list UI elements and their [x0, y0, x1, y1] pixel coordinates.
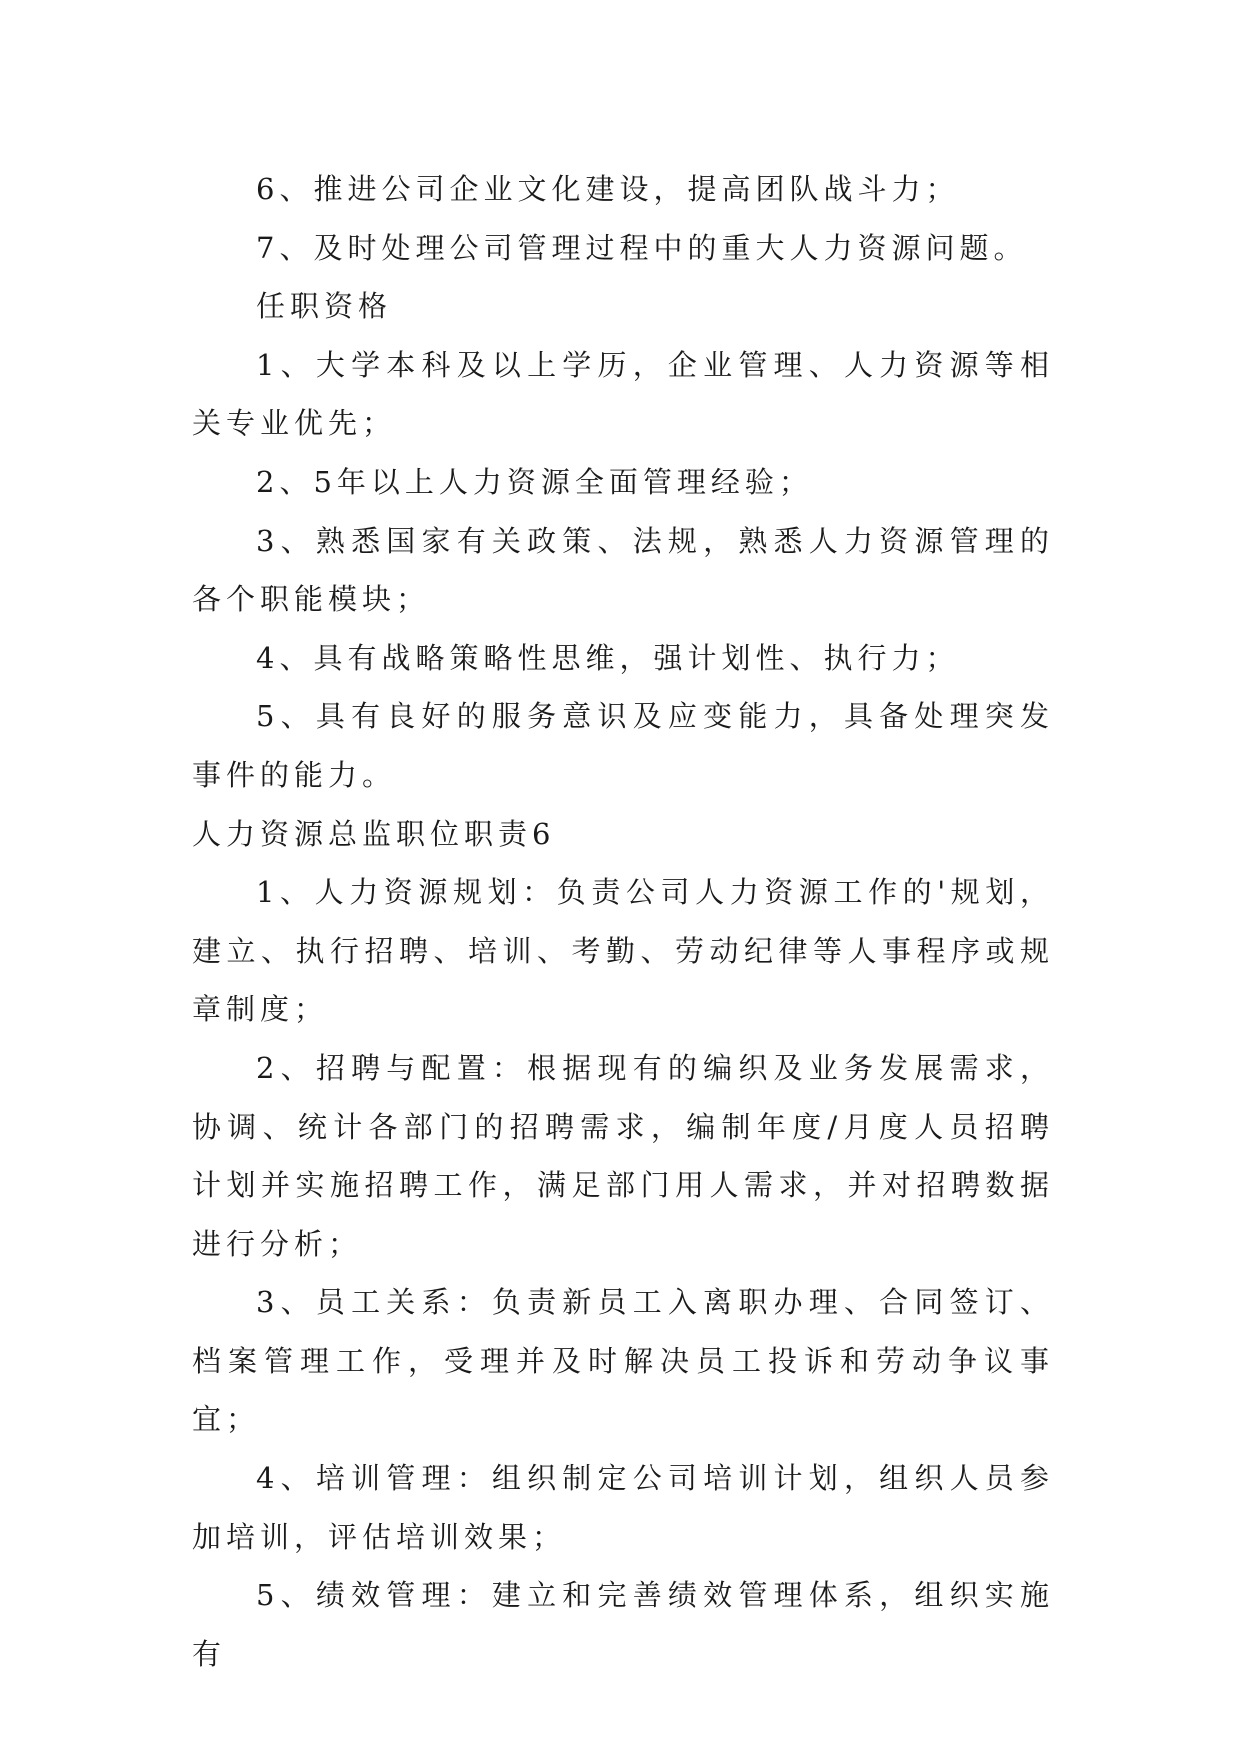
duty-item-5: 5、绩效管理：建立和完善绩效管理体系，组织实施有 [192, 1578, 1054, 1671]
duty-item-3: 3、员工关系：负责新员工入离职办理、合同签订、档案管理工作，受理并及时解决员工投诉和劳动争议事宜； [192, 1285, 1054, 1437]
duty-item-1: 1、人力资源规划：负责公司人力资源工作的'规划，建立、执行招聘、培训、考勤、劳动纪律等人事程序或规章制度； [192, 875, 1054, 1027]
qualification-item-3: 3、熟悉国家有关政策、法规，熟悉人力资源管理的各个职能模块； [192, 523, 1054, 617]
qualification-item-2: 2、5年以上人力资源全面管理经验； [256, 464, 813, 499]
qualification-item-5: 5、具有良好的服务意识及应变能力，具备处理突发事件的能力。 [192, 699, 1054, 792]
document-body [192, 160, 1054, 1683]
section-heading-qualifications: 任职资格 [256, 289, 393, 324]
qualification-item-4: 4、具有战略策略性思维，强计划性、执行力； [256, 640, 960, 675]
paragraph-item-7: 7、及时处理公司管理过程中的重大人力资源问题。 [256, 230, 1028, 265]
section-title: 人力资源总监职位职责6 [192, 816, 556, 851]
duty-item-2: 2、招聘与配置：根据现有的编织及业务发展需求，协调、统计各部门的招聘需求，编制年度/月度人员招聘计划并实施招聘工作，满足部门用人需求，并对招聘数据进行分析； [192, 1050, 1054, 1261]
paragraph-item-6: 6、推进公司企业文化建设，提高团队战斗力； [256, 172, 960, 206]
qualification-item-1: 1、大学本科及以上学历，企业管理、人力资源等相关专业优先； [192, 347, 1054, 441]
duty-item-4: 4、培训管理：组织制定公司培训计划，组织人员参加培训，评估培训效果； [192, 1461, 1054, 1554]
